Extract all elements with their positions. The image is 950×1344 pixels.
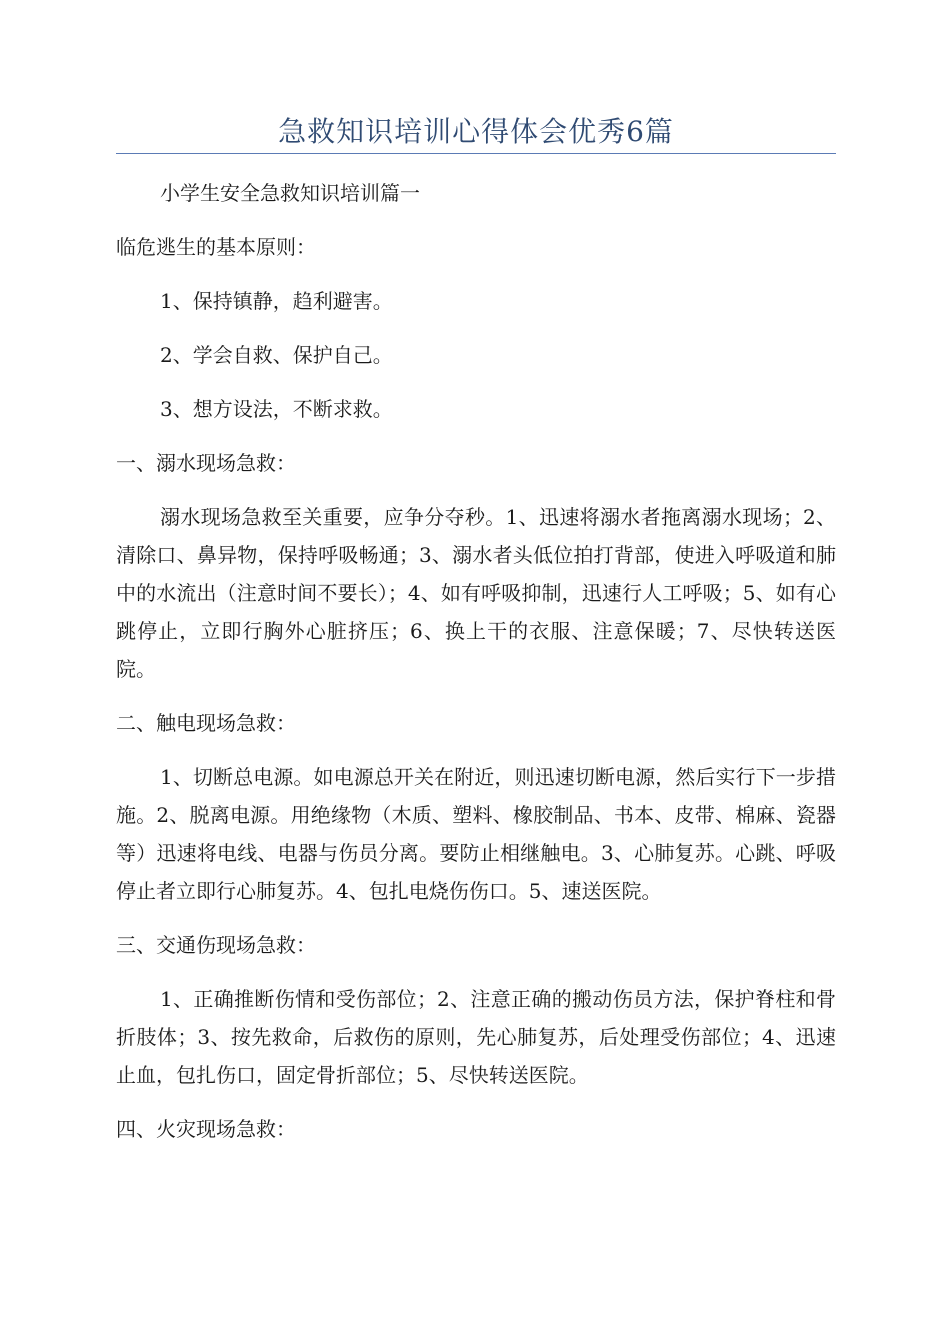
paragraph-principle-1: 1、保持镇静，趋利避害。 (160, 289, 393, 313)
paragraph-drowning: 溺水现场急救至关重要，应争分夺秒。1、迅速将溺水者拖离溺水现场；2、清除口、鼻异物，保持呼吸畅通；3、溺水者头低位拍打背部，使进入呼吸道和肺中的水流出（注意时间不要长）；4、如有呼吸抑制，迅速行人工呼吸；5、如有心跳停止，立即行胸外心脏挤压；6、换上干的衣服、注意保暖；7、尽快转送医院。 (116, 505, 836, 681)
paragraph-principle-3: 3、想方设法，不断求救。 (160, 397, 393, 421)
heading-drowning: 一、溺水现场急救： (116, 451, 296, 475)
paragraph-principle-2: 2、学会自救、保护自己。 (160, 343, 393, 367)
paragraph-traffic-injury: 1、正确推断伤情和受伤部位；2、注意正确的搬动伤员方法，保护脊柱和骨折肢体；3、按先救命，后救伤的原则，先心肺复苏，后处理受伤部位；4、迅速止血，包扎伤口，固定骨折部位；5、尽快转送医院。 (116, 987, 836, 1087)
title-underline (116, 153, 836, 154)
heading-traffic-injury: 三、交通伤现场急救： (116, 933, 316, 957)
paragraph-section-heading: 小学生安全急救知识培训篇一 (160, 181, 420, 205)
document-body (116, 174, 836, 1164)
paragraph-principles-heading: 临危逃生的基本原则： (116, 235, 316, 259)
paragraph-electric-shock: 1、切断总电源。如电源总开关在附近，则迅速切断电源，然后实行下一步措施。2、脱离电源。用绝缘物（木质、塑料、橡胶制品、书本、皮带、棉麻、瓷器等）迅速将电线、电器与伤员分离。要防止相继触电。3、心肺复苏。心跳、呼吸停止者立即行心肺复苏。4、包扎电烧伤伤口。5、速送医院。 (116, 765, 836, 903)
document-title: 急救知识培训心得体会优秀6篇 (278, 115, 674, 148)
heading-fire: 四、火灾现场急救： (116, 1117, 296, 1141)
heading-electric-shock: 二、触电现场急救： (116, 711, 296, 735)
